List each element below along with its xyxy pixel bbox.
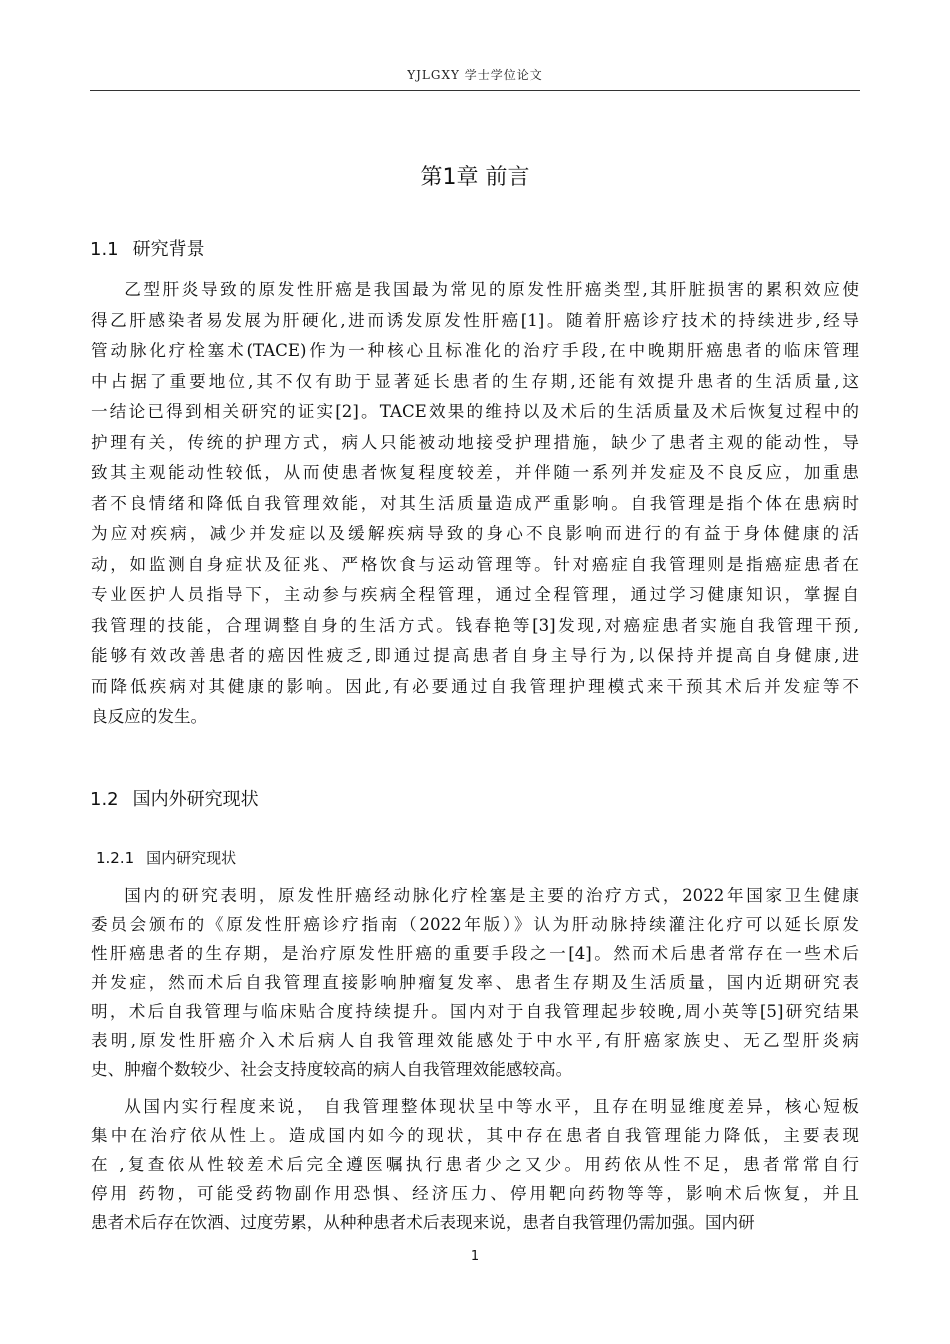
paragraph-line: 中占据了重要地位,其不仅有助于显著延长患者的生存期,还能有效提升患者的生活质量,这: [91, 371, 859, 391]
section-title: 研究背景: [132, 239, 205, 260]
paragraph-line: 性肝癌患者的生存期，是治疗原发性肝癌的重要手段之一[4]。然而术后患者常存在一些术后: [91, 944, 859, 963]
paragraph-line: 良反应的发生。: [91, 707, 208, 726]
paragraph-line: 护理有关，传统的护理方式，病人只能被动地接受护理措施，缺少了患者主观的能动性，导: [91, 432, 859, 452]
header-divider: [90, 90, 860, 91]
paragraph-line: 我管理的技能，合理调整自身的生活方式。钱春艳等[3]发现,对癌症患者实施自我管理干预,: [91, 615, 859, 635]
subsection-heading-1-2-1: [96, 847, 236, 868]
paragraph-line: 管动脉化疗栓塞术(TACE)作为一种核心且标准化的治疗手段,在中晚期肝癌患者的临床管理: [91, 341, 859, 360]
paragraph-line: 并发症，然而术后自我管理直接影响肿瘤复发率、患者生存期及生活质量，国内近期研究表: [91, 973, 859, 992]
section-title: 国内外研究现状: [132, 789, 259, 810]
paragraph-research-background: [91, 275, 859, 733]
paragraph-domestic-implementation: [91, 1092, 859, 1237]
paragraph-line: 动，如监测自身症状及征兆、严格饮食与运动管理等。针对癌症自我管理则是指癌症患者在: [91, 554, 859, 574]
paragraph-line: 致其主观能动性较低，从而使患者恢复程度较差，并伴随一系列并发症及不良反应，加重患: [91, 463, 859, 482]
paragraph-line: 一结论已得到相关研究的证实[2]。TACE效果的维持以及术后的生活质量及术后恢复过程中的: [91, 402, 859, 421]
paragraph-line: 明，术后自我管理与临床贴合度持续提升。国内对于自我管理起步较晚,周小英等[5]研究结果: [91, 1002, 859, 1021]
section-heading-1-2: [90, 785, 259, 811]
paragraph-line: 从国内实行程度来说， 自我管理整体现状呈中等水平，且存在明显维度差异，核心短板: [124, 1097, 859, 1116]
paragraph-line: 者不良情绪和降低自我管理效能，对其生活质量造成严重影响。自我管理是指个体在患病时: [91, 493, 859, 513]
paragraph-line: 国内的研究表明，原发性肝癌经动脉化疗栓塞是主要的治疗方式，2022年国家卫生健康: [124, 886, 859, 905]
paragraph-line: 表明,原发性肝癌介入术后病人自我管理效能感处于中水平,有肝癌家族史、无乙型肝炎病: [91, 1031, 859, 1050]
paragraph-line: 专业医护人员指导下，主动参与疾病全程管理，通过全程管理，通过学习健康知识，掌握自: [91, 585, 859, 604]
paragraph-line: 患者术后存在饮酒、过度劳累，从种种患者术后表现来说，患者自我管理仍需加强。国内研: [91, 1213, 755, 1232]
paragraph-line: 能够有效改善患者的癌因性疲乏,即通过提高患者自身主导行为,以保持并提高自身健康,进: [91, 646, 859, 665]
paragraph-line: 在 ,复查依从性较差术后完全遵医嘱执行患者少之又少。用药依从性不足，患者常常自行: [91, 1155, 859, 1174]
paragraph-line: 而降低疾病对其健康的影响。因此,有必要通过自我管理护理模式来干预其术后并发症等不: [91, 676, 859, 696]
section-heading-1-1: [90, 235, 205, 261]
section-number: 1.2: [90, 789, 119, 810]
running-header: YJLGXY 学士学位论文: [407, 68, 543, 82]
paragraph-line: 委员会颁布的《原发性肝癌诊疗指南（2022年版）》认为肝动脉持续灌注化疗可以延长原发: [91, 915, 859, 934]
paragraph-line: 乙型肝炎导致的原发性肝癌是我国最为常见的原发性肝癌类型,其肝脏损害的累积效应使: [124, 280, 859, 299]
paragraph-line: 停用 药物，可能受药物副作用恐惧、经济压力、停用靶向药物等等，影响术后恢复，并且: [91, 1184, 859, 1203]
subsection-title: 国内研究现状: [146, 849, 237, 867]
paragraph-line: 史、肿瘤个数较少、社会支持度较高的病人自我管理效能感较高。: [91, 1060, 573, 1079]
paragraph-line: 得乙肝感染者易发展为肝硬化,进而诱发原发性肝癌[1]。随着肝癌诊疗技术的持续进步,经导: [91, 310, 859, 330]
page-number: 1: [470, 1249, 480, 1264]
paragraph-domestic-status: [91, 881, 859, 1084]
paragraph-line: 集中在治疗依从性上。造成国内如今的现状，其中存在患者自我管理能力降低，主要表现: [91, 1126, 859, 1145]
paragraph-line: 为应对疾病，减少并发症以及缓解疾病导致的身心不良影响而进行的有益于身体健康的活: [91, 524, 859, 543]
section-number: 1.1: [90, 239, 119, 260]
chapter-title: 第1章 前言: [420, 165, 530, 190]
subsection-number: 1.2.1: [96, 849, 135, 867]
